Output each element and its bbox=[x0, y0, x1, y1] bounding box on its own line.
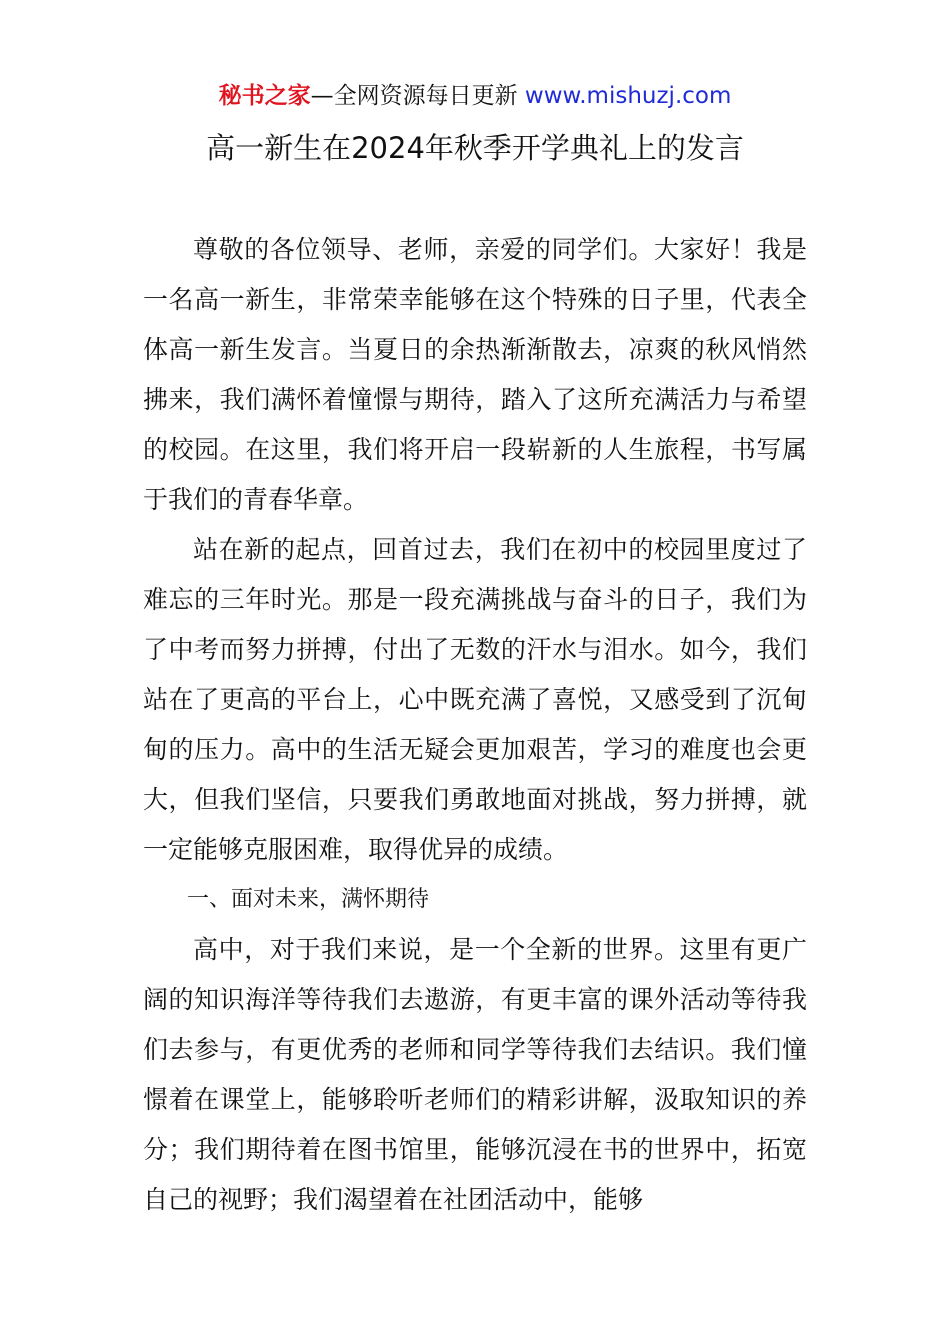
paragraph: 尊敬的各位领导、老师，亲爱的同学们。大家好！我是一名高一新生，非常荣幸能够在这个特殊的日子里，代表全体高一新生发言。当夏日的余热渐渐散去，凉爽的秋风悄然拂来，我们满怀着憧憬与期待，踏入了这所充满活力与希望的校园。在这里，我们将开启一段崭新的人生旅程，书写属于我们的青春华章。 bbox=[143, 235, 807, 514]
paragraph: 高中，对于我们来说，是一个全新的世界。这里有更广阔的知识海洋等待我们去遨游，有更丰富的课外活动等待我们去参与，有更优秀的老师和同学等待我们去结识。我们憧憬着在课堂上，能够聆听老师们的精彩讲解，汲取知识的养分；我们期待着在图书馆里，能够沉浸在书的世界中，拓宽自己的视野；我们渴望着在社团活动中，能够 bbox=[143, 935, 807, 1214]
section-heading: 一、面对未来，满怀期待 bbox=[187, 887, 430, 912]
brand-name: 秘书之家 bbox=[218, 83, 311, 109]
header-tagline: —全网资源每日更新 bbox=[310, 83, 518, 109]
site-url-link[interactable]: www.mishuzj.com bbox=[524, 83, 732, 109]
site-header bbox=[0, 80, 950, 112]
document-body bbox=[143, 225, 807, 1225]
document-title: 高一新生在2024年秋季开学典礼上的发言 bbox=[206, 131, 744, 165]
paragraph: 站在新的起点，回首过去，我们在初中的校园里度过了难忘的三年时光。那是一段充满挑战与奋斗的日子，我们为了中考而努力拼搏，付出了无数的汗水与泪水。如今，我们站在了更高的平台上，心中既充满了喜悦，又感受到了沉甸甸的压力。高中的生活无疑会更加艰苦，学习的难度也会更大，但我们坚信，只要我们勇敢地面对挑战，努力拼搏，就一定能够克服困难，取得优异的成绩。 bbox=[143, 535, 807, 864]
